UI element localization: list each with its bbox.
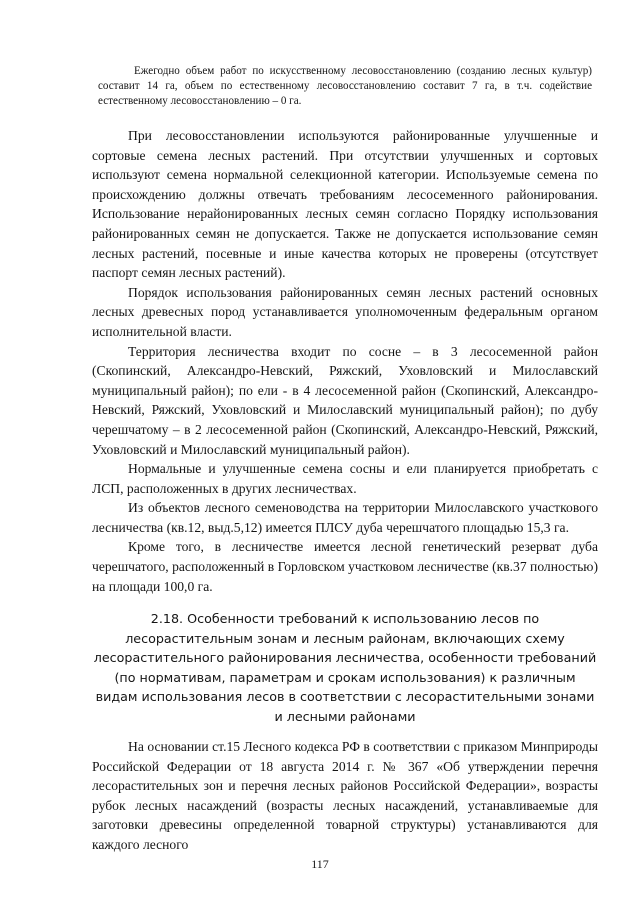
paragraph-seed-purchase: Нормальные и улучшенные семена сосны и ели планируется приобретать с ЛСП, расположенных в других лесничествах. xyxy=(92,461,598,496)
paragraph-seed-regions: Территория лесничества входит по сосне – в 3 лесосеменной район (Скопинский, Александро-Невский, Ряжский, Уховловский и Милославский муниципальный район); по ели - в 4 лесосеменной район (Скопинский, Александро-Невский, Ряжский, Уховловский и Милославский муниципальный район); по дубу черешчатому – в 2 лесосеменной район (Скопинский, Александро-Невский, Ряжский, Уховловский и Милославский муниципальный район). xyxy=(92,343,598,457)
closing-text xyxy=(92,737,598,855)
paragraph-seed-objects: Из объектов лесного семеноводства на территории Милославского участкового лесничества (кв.12, выд.5,12) имеется ПЛСУ дуба черешчатого площадью 15,3 га. xyxy=(92,500,598,535)
paragraph-forest-code: На основании ст.15 Лесного кодекса РФ в соответствии с приказом Минприроды Российской Федерации от 18 августа 2014 г. № 367 «Об утверждении перечня лесорастительных зон и перечня лесных районов Российской Федерации», возрасты рубок лесных насаждений (возрасты лесных насаждений, устанавливаемые для заготовки древесины определенной товарной структуры) устанавливаются для каждого лесного xyxy=(92,739,598,852)
intro-note xyxy=(98,64,592,109)
section-heading: 2.18. Особенности требований к использованию лесов по лесорастительным зонам и лесным районам, включающих схему лесорастительного районирования лесничества, особенности требований (по нормативам, параметрам и срокам использования) к различным видам использования лесов в соответствии с лесорастительными зонами и лесными районами xyxy=(93,611,597,724)
intro-note-text: Ежегодно объем работ по искусственному лесовосстановлению (созданию лесных культур) составит 14 га, объем по естественному лесовосстановлению составит 7 га, в т.ч. содействие естественному лесовосстановлению – 0 га. xyxy=(98,65,592,107)
paragraph-genetic-reserve: Кроме того, в лесничестве имеется лесной генетический резерват дуба черешчатого, расположенный в Горловском участковом лесничестве (кв.37 полностью) на площади 100,0 га. xyxy=(92,539,598,594)
main-text xyxy=(92,126,598,596)
paragraph-seed-requirements: При лесовосстановлении используются районированные улучшенные и сортовые семена лесных растений. При отсутствии улучшенных и сортовых используют семена нормальной селекционной категории. Используемые семена по происхождению должны отвечать требованиям лесосеменного районирования. Использование нерайонированных лесных семян согласно Порядку использования районированных семян не допускается. Также не допускается использование семян лесных растений, посевные и иные качества которых не проверены (отсутствует паспорт семян лесных растений). xyxy=(92,128,598,281)
paragraph-seed-order: Порядок использования районированных семян лесных растений основных лесных древесных пород устанавливается уполномоченным федеральным органом исполнительной власти. xyxy=(92,284,598,339)
page-number: 117 xyxy=(311,857,329,871)
